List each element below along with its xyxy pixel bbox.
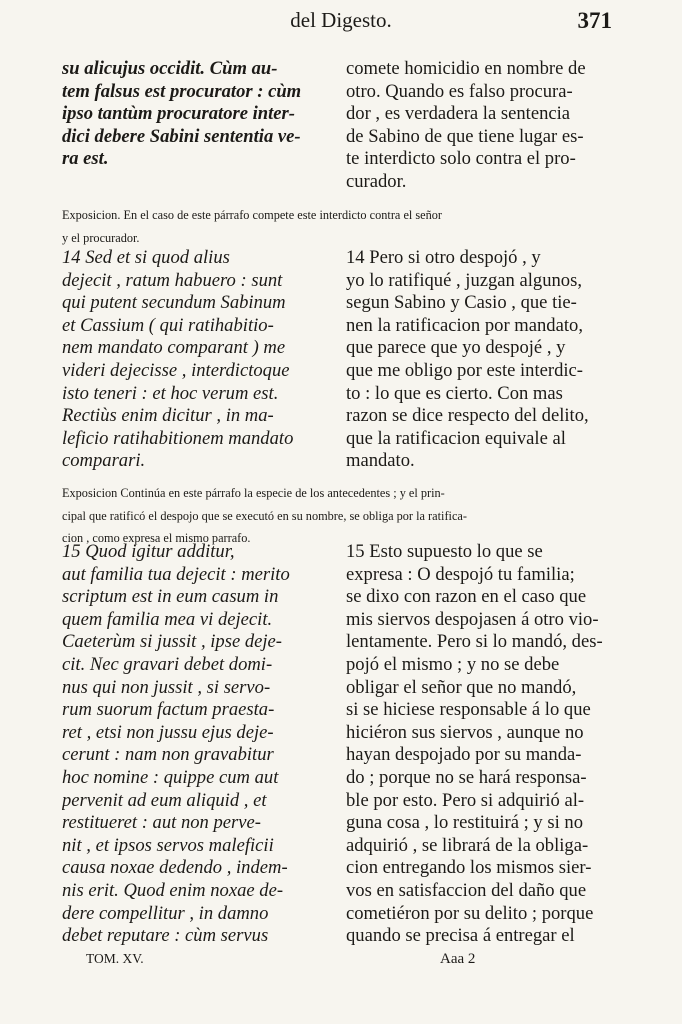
- note-line: cion , como expresa el mismo parrafo.: [62, 531, 251, 546]
- latin-line: scriptum est in eum casum in: [62, 586, 279, 608]
- latin-line: quem familia mea vi dejecit.: [62, 608, 273, 630]
- spanish-line: que parece que yo despojé , y: [346, 337, 566, 359]
- spanish-line: otro. Quando es falso procura-: [346, 80, 573, 102]
- spanish-line: comete homicidio en nombre de: [346, 58, 586, 79]
- spanish-line: segun Sabino y Casio , que tie-: [346, 292, 577, 314]
- spanish-line: 15 Esto supuesto lo que se: [346, 541, 543, 562]
- latin-line: cerunt : nam non gravabitur: [62, 744, 274, 766]
- latin-line: causa noxae dedendo , indem-: [62, 857, 288, 879]
- signature-mark: Aaa 2: [440, 951, 476, 967]
- latin-line: nus qui non jussit , si servo-: [62, 676, 271, 698]
- latin-line: ipso tantùm procuratore inter-: [62, 103, 295, 125]
- latin-line: debet reputare : cùm servus: [62, 925, 269, 947]
- latin-line: isto teneri : et hoc verum est.: [62, 382, 279, 404]
- note-line: y el procurador.: [62, 230, 140, 245]
- latin-line: rum suorum factum praesta-: [62, 699, 275, 721]
- spanish-line: mandato.: [346, 450, 415, 472]
- latin-line: qui putent secundum Sabinum: [62, 292, 286, 314]
- latin-line: su alicujus occidit. Cùm au-: [62, 58, 278, 79]
- spanish-line: curador.: [346, 170, 407, 192]
- latin-column-2: [62, 247, 337, 473]
- spanish-line: yo lo ratifiqué , juzgan algunos,: [346, 269, 582, 291]
- latin-line: leficio ratihabitionem mandato: [62, 427, 294, 449]
- latin-line: tem falsus est procurator : cùm: [62, 80, 302, 102]
- latin-line: Rectiùs enim dicitur , in ma-: [62, 405, 274, 427]
- spanish-line: obligar el señor que no mandó,: [346, 676, 577, 698]
- spanish-line: si se hiciese responsable á lo que: [346, 699, 591, 721]
- spanish-line: hayan despojado por su manda-: [346, 744, 582, 766]
- latin-line: cit. Nec gravari debet domi-: [62, 653, 273, 675]
- spanish-line: cometiéron por su delito ; porque: [346, 902, 594, 924]
- spanish-line: do ; porque no se hará responsa-: [346, 766, 587, 788]
- spanish-line: quando se precisa á entregar el: [346, 925, 575, 947]
- spanish-line: to : lo que es cierto. Con mas: [346, 382, 563, 404]
- latin-line: dejecit , ratum habuero : sunt: [62, 269, 283, 291]
- spanish-line: guna cosa , lo restituirá ; y si no: [346, 812, 584, 834]
- latin-line: hoc nomine : quippe cum aut: [62, 766, 279, 788]
- spanish-line: lentamente. Pero si lo mandó, des-: [346, 631, 603, 653]
- note-line: cipal que ratificó el despojo que se executó en su nombre, se obliga por la ratifica-: [62, 508, 467, 523]
- spanish-line: razon se dice respecto del delito,: [346, 405, 589, 427]
- latin-line: comparari.: [62, 450, 146, 472]
- latin-column-1: [62, 58, 332, 171]
- spanish-line: vos en satisfaccion del daño que: [346, 879, 587, 901]
- spanish-line: de Sabino de que tiene lugar es-: [346, 125, 584, 147]
- running-title: del Digesto.: [290, 8, 392, 32]
- note-line: Exposicion. En el caso de este párrafo compete este interdicto contra el señor: [62, 208, 443, 222]
- exposition-note-2: [62, 482, 622, 550]
- note-line: Exposicion Continúa en este párrafo la especie de los antecedentes ; y el prin-: [62, 486, 445, 500]
- spanish-line: dor , es verdadera la sentencia: [346, 103, 571, 125]
- latin-line: aut familia tua dejecit : merito: [62, 563, 290, 585]
- spanish-column-2: [346, 247, 621, 473]
- spanish-line: expresa : O despojó tu familia;: [346, 563, 575, 585]
- latin-line: 14 Sed et si quod alius: [62, 247, 230, 268]
- spanish-line: adquirió , se librará de la obliga-: [346, 834, 589, 856]
- latin-line: ra est.: [62, 148, 109, 170]
- spanish-line: 14 Pero si otro despojó , y: [346, 247, 541, 268]
- volume-mark: TOM. XV.: [86, 951, 144, 966]
- spanish-line: hiciéron sus siervos , aunque no: [346, 721, 584, 743]
- spanish-line: pojó el mismo ; y no se debe: [346, 653, 560, 675]
- latin-line: pervenit ad eum aliquid , et: [62, 789, 267, 811]
- latin-column-3: [62, 541, 337, 948]
- spanish-line: cion entregando los mismos sier-: [346, 857, 592, 879]
- latin-line: nit , et ipsos servos maleficii: [62, 834, 274, 856]
- latin-line: ret , etsi non jussu ejus deje-: [62, 721, 274, 743]
- spanish-line: que me obligo por este interdic-: [346, 359, 583, 381]
- latin-line: restitueret : aut non perve-: [62, 812, 261, 834]
- page-number: 371: [577, 8, 612, 33]
- latin-line: Caeterùm si jussit , ipse deje-: [62, 631, 283, 653]
- latin-line: et Cassium ( qui ratihabitio-: [62, 314, 274, 336]
- latin-line: dere compellitur , in damno: [62, 902, 269, 924]
- latin-line: 15 Quod igitur additur,: [62, 541, 235, 562]
- latin-line: nis erit. Quod enim noxae de-: [62, 879, 284, 901]
- spanish-line: ble por esto. Pero si adquirió al-: [346, 789, 585, 811]
- latin-line: nem mandato comparant ) me: [62, 337, 286, 359]
- latin-line: videri dejecisse , interdictoque: [62, 359, 290, 381]
- spanish-line: se dixo con razon en el caso que: [346, 586, 587, 608]
- spanish-column-1: [346, 58, 621, 194]
- spanish-line: te interdicto solo contra el pro-: [346, 148, 576, 170]
- spanish-column-3: [346, 541, 621, 948]
- spanish-line: que la ratificacion equivale al: [346, 427, 566, 449]
- spanish-line: nen la ratificacion por mandato,: [346, 314, 583, 336]
- spanish-line: mis siervos despojasen á otro vio-: [346, 608, 599, 630]
- latin-line: dici debere Sabini sententia ve-: [62, 125, 301, 147]
- exposition-note-1: [62, 204, 622, 249]
